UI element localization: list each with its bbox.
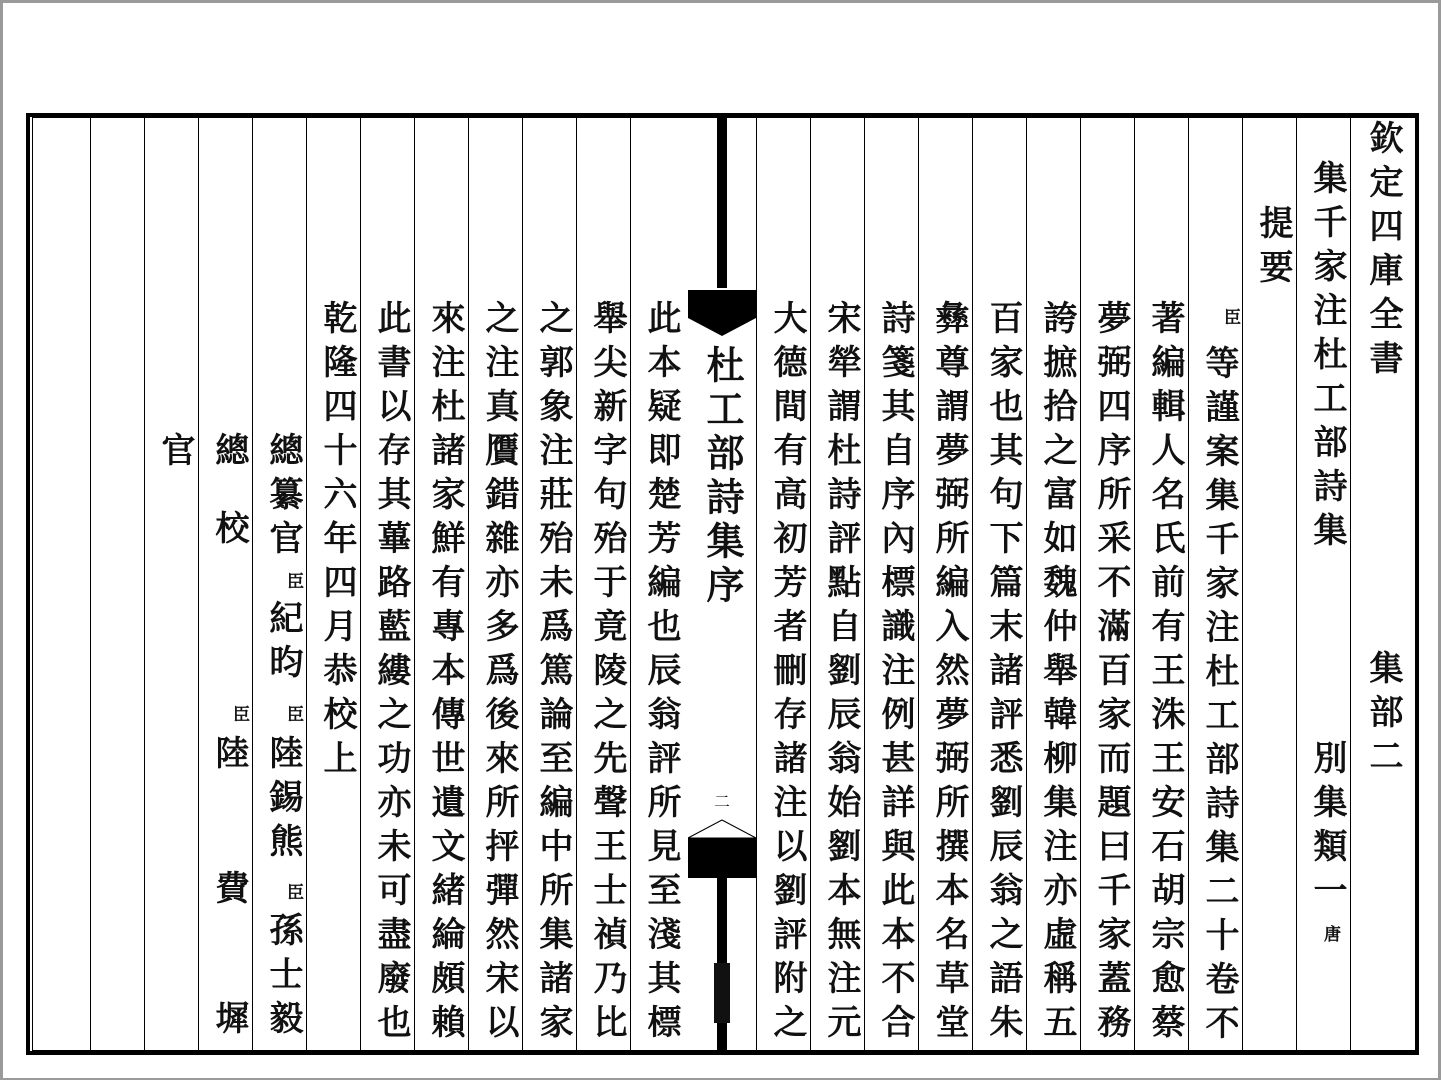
compiler-name: 紀昀 bbox=[263, 600, 303, 688]
abstract-line: 此本疑即楚芳編也辰翁評所見至淺其標 bbox=[641, 300, 681, 1048]
minister-mark: 臣 bbox=[283, 705, 303, 722]
proofreader-name: 陸 bbox=[209, 735, 249, 779]
abstract-line: 百家也其句下篇末諸評悉劉辰翁之語朱 bbox=[983, 300, 1023, 1048]
column-rule bbox=[90, 118, 91, 1050]
proofreader-name: 墀 bbox=[209, 1000, 249, 1044]
compiler-name: 孫士毅 bbox=[263, 912, 303, 1044]
abstract-line: 大德間有高初芳者刪存諸注以劉評附之 bbox=[767, 300, 807, 1048]
minister-mark: 臣 bbox=[283, 883, 303, 900]
category-label: 別集類一 bbox=[1307, 740, 1347, 916]
abstract-line: 著編輯人名氏前有王洙王安石胡宗愈蔡 bbox=[1145, 300, 1185, 1048]
work-title: 集千家注杜工部詩集 bbox=[1307, 160, 1347, 556]
series-title: 欽定四庫全書 bbox=[1363, 120, 1403, 384]
abstract-line: 舉尖新字句殆于竟陵之先聲王士禎乃比 bbox=[587, 300, 627, 1048]
abstract-line: 夢弼四序所采不滿百家而題曰千家蓋務 bbox=[1091, 300, 1131, 1048]
column-rule bbox=[198, 118, 199, 1050]
abstract-line: 來注杜諸家鮮有專本傳世遺文緒綸頗賴 bbox=[425, 300, 465, 1048]
abstract-line: 等謹案集千家注杜工部詩集二十卷不 bbox=[1199, 345, 1239, 1049]
minister-mark: 臣 bbox=[229, 705, 249, 722]
column-rule bbox=[756, 118, 757, 1050]
abstract-line: 此書以存其蓽路藍縷之功亦未可盡廢也 bbox=[371, 300, 411, 1048]
abstract-line: 誇摭拾之富如魏仲舉韓柳集注亦虛稱五 bbox=[1037, 300, 1077, 1048]
abstract-line: 彝尊謂夢弼所編入然夢弼所撰本名草堂 bbox=[929, 300, 969, 1048]
minister-mark: 臣 bbox=[283, 572, 303, 589]
division-label: 集部二 bbox=[1363, 650, 1403, 782]
center-strip-title: 杜工部詩集序 bbox=[700, 345, 745, 609]
abstract-line: 詩箋其自序內標識注例甚詳與此本不合 bbox=[875, 300, 915, 1048]
abstract-line: 宋犖謂杜詩評點自劉辰翁始劉本無注元 bbox=[821, 300, 861, 1048]
compiler-name: 陸錫熊 bbox=[263, 735, 303, 867]
column-rule bbox=[144, 118, 145, 1050]
minister-mark: 臣 bbox=[1220, 308, 1240, 325]
proofreader-name: 費 bbox=[209, 870, 249, 914]
abstract-line: 之郭象注莊殆未爲篤論至編中所集諸家 bbox=[533, 300, 573, 1048]
column-rule bbox=[306, 118, 307, 1050]
abstract-line: 之注真贋錯雜亦多爲後來所抨彈然宋以 bbox=[479, 300, 519, 1048]
collation-date: 乾隆四十六年四月恭校上 bbox=[317, 300, 357, 784]
page-number: 二 bbox=[713, 792, 730, 811]
proofreader-label: 總校官 bbox=[155, 432, 249, 588]
abstract-label: 提要 bbox=[1253, 205, 1293, 293]
category-note: 唐 bbox=[1320, 925, 1340, 942]
compilers-label: 總纂官 bbox=[263, 432, 303, 564]
